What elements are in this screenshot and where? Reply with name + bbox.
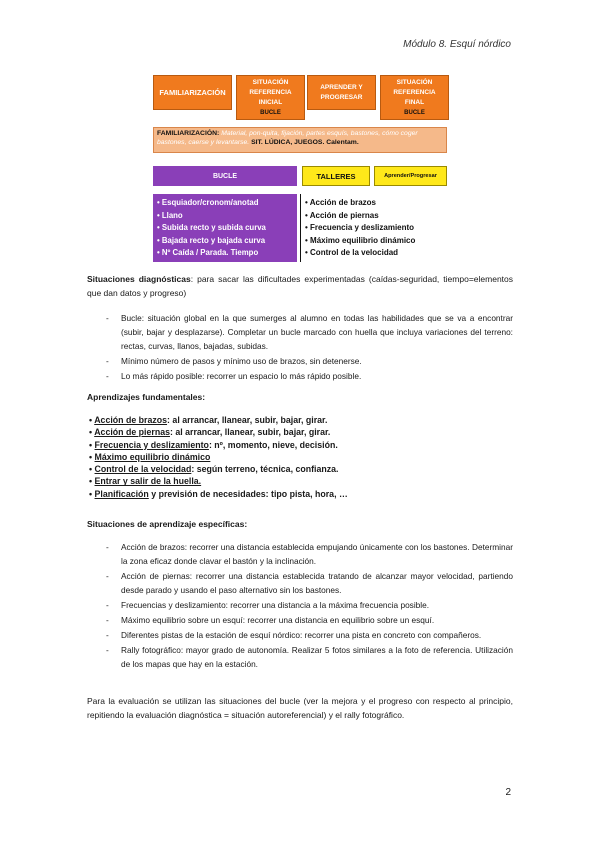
list-item: - Rally fotográfico: mayor grado de autonomía. Realizar 5 fotos similares a la foto de referencia. Utilización de los mapas que hay en la estación. [106,643,513,671]
talleres-list [300,194,447,262]
list-item: - Bucle: situación global en la que sumerges al alumno en todas las habilidades que se va a encontrar (subir, bajar y desplazarse). Completar un bucle marcado con huella que incluya variaciones del terreno: rectas, curvas, llanos, bajadas, subidas. [106,311,513,353]
aprendizajes-list [89,414,509,500]
list-item: - Lo más rápido posible: recorrer un espacio lo más rápido posible. [106,369,513,383]
list-item: - Acción de brazos: recorrer una distancia establecida empujando únicamente con los bastones. Determinar la zona eficaz donde clavar el bastón y la inclinación. [106,540,513,568]
list-item: • Acción de brazos [305,197,443,210]
aprendizajes-title: Aprendizajes fundamentales: [87,392,206,402]
aprender-progresar-header: Aprender/Progresar [374,166,447,186]
list-item: - Mínimo número de pasos y mínimo uso de brazos, sin detenerse. [106,354,513,368]
list-item: - Máximo equilibrio sobre un esquí: recorrer una distancia en equilibrio sobre un esquí. [106,613,513,627]
page-number: 2 [505,787,511,798]
running-header: Módulo 8. Esquí nórdico [403,39,511,50]
especificas-list [106,540,513,672]
bucle-header: BUCLE [153,166,297,186]
list-item: • Máximo equilibrio dinámico [305,235,443,248]
list-item: • Máximo equilibrio dinámico [89,451,509,463]
bucle-list [153,194,297,262]
list-item: • Esquiador/cronom/anotad [157,197,293,210]
talleres-header: TALLERES [302,166,370,186]
aprender-progresar-box: APRENDER Y PROGRESAR [307,75,376,110]
list-item: • Acción de piernas [305,210,443,223]
list-item: - Diferentes pistas de la estación de esquí nórdico: recorrer una pista en concreto con compañeros. [106,628,513,642]
list-item: • Nº Caída / Parada. Tiempo [157,247,293,260]
list-item: • Frecuencia y deslizamiento [305,222,443,235]
especificas-title: Situaciones de aprendizaje específicas: [87,519,248,529]
list-item: • Control de la velocidad [305,247,443,260]
list-item: • Frecuencia y deslizamiento: nº, momento, nieve, decisión. [89,439,509,451]
list-item: • Llano [157,210,293,223]
diagnosticas-paragraph: Situaciones diagnósticas: para sacar las dificultades experimentadas (caídas-seguridad, tiempo=elementos que dan datos y progreso) [87,274,514,298]
diagnosticas-list [106,311,513,384]
situacion-referencia-inicial-box: SITUACIÓN REFERENCIA INICIAL BUCLE [236,75,305,120]
list-item: • Acción de brazos: al arrancar, llanear, subir, bajar, girar. [89,414,509,426]
list-item: • Subida recto y subida curva [157,222,293,235]
evaluacion-paragraph: Para la evaluación se utilizan las situaciones del bucle (ver la mejora y el progreso con respecto al principio, repitiendo la evaluación diagnóstica = situación autoreferencial) y el rally fotográfico. [87,696,513,720]
list-item: • Acción de piernas: al arrancar, llanear, subir, bajar, girar. [89,426,509,438]
list-item: - Acción de piernas: recorrer una distancia establecida tratando de alcanzar mayor velocidad, partiendo desde parado y usando el paso alternativo sin los bastones. [106,569,513,597]
diagnosticas-title: Situaciones diagnósticas [87,274,191,284]
list-item: • Planificación y previsión de necesidades: tipo pista, hora, … [89,488,509,500]
list-item: • Bajada recto y bajada curva [157,235,293,248]
situacion-referencia-final-box: SITUACIÓN REFERENCIA FINAL BUCLE [380,75,449,120]
familiarizacion-box: FAMILIARIZACIÓN [153,75,232,110]
familiarizacion-strip: FAMILIARIZACIÓN: Material, pon-quita, fijación, partes esquís, bastones, cómo coger bastones, caerse y levantarse. SIT. LÚDICA, JUEGOS. Calentam. [153,127,447,153]
list-item: • Control de la velocidad: según terreno, técnica, confianza. [89,463,509,475]
list-item: - Frecuencias y deslizamiento: recorrer una distancia a la máxima frecuencia posible. [106,598,513,612]
list-item: • Entrar y salir de la huella. [89,475,509,487]
